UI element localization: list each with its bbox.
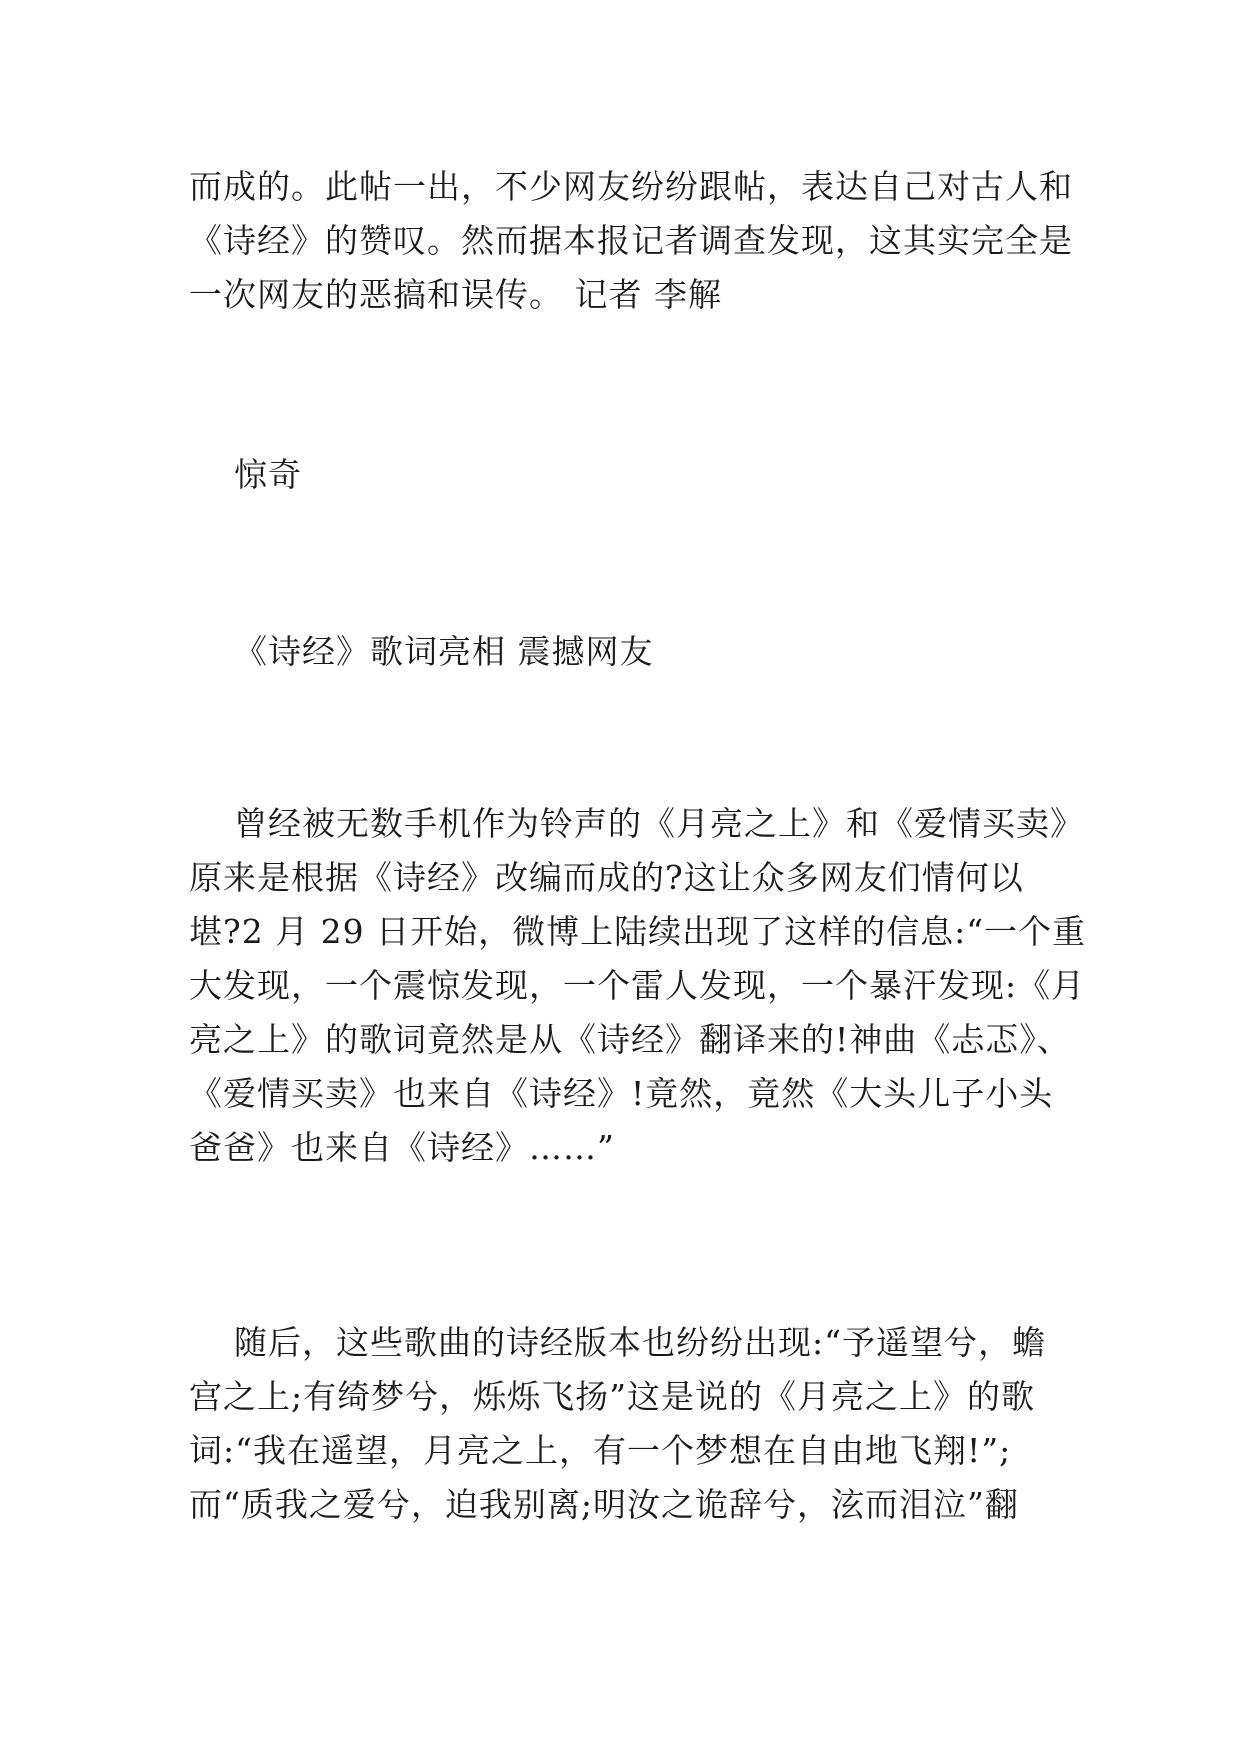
text-line: 而“质我之爱兮，迫我别离;明汝之诡辞兮，泫而泪泣”翻 bbox=[189, 1485, 1019, 1524]
text-line: 一次网友的恶搞和误传。 记者 李解 bbox=[189, 275, 722, 314]
paragraph-article-intro-end bbox=[189, 160, 1073, 322]
paragraph-shijing-versions bbox=[189, 1316, 1069, 1532]
text-line: 随后，这些歌曲的诗经版本也纷纷出现:“予遥望兮，蟾 bbox=[234, 1323, 1046, 1362]
paragraph-ringtone-discovery bbox=[189, 797, 1087, 1175]
section-subheading bbox=[189, 625, 1069, 679]
text-line: 宫之上;有绮梦兮，烁烁飞扬”这是说的《月亮之上》的歌 bbox=[189, 1377, 1035, 1416]
text-line: 《爱情买卖》也来自《诗经》!竟然，竟然《大头儿子小头 bbox=[189, 1074, 1054, 1113]
subheading-text: 《诗经》歌词亮相 震撼网友 bbox=[234, 632, 654, 671]
text-line: 大发现，一个震惊发现，一个雷人发现，一个暴汗发现:《月 bbox=[189, 966, 1086, 1005]
text-line: 而成的。此帖一出，不少网友纷纷跟帖，表达自己对古人和 bbox=[189, 167, 1073, 206]
text-line: 曾经被无数手机作为铃声的《月亮之上》和《爱情买卖》 bbox=[234, 804, 1084, 843]
text-line: 原来是根据《诗经》改编而成的?这让众多网友们情何以 bbox=[189, 858, 1024, 897]
section-heading: 惊奇 bbox=[234, 455, 302, 494]
text-line: 《诗经》的赞叹。然而据本报记者调查发现，这其实完全是 bbox=[189, 221, 1073, 260]
text-line: 堪?2 月 29 日开始，微博上陆续出现了这样的信息:“一个重 bbox=[189, 912, 1087, 951]
text-line: 爸爸》也来自《诗经》……” bbox=[189, 1128, 615, 1167]
text-line: 词:“我在遥望，月亮之上，有一个梦想在自由地飞翔!”; bbox=[189, 1431, 1012, 1470]
text-line: 亮之上》的歌词竟然是从《诗经》翻译来的!神曲《忐忑》、 bbox=[189, 1020, 1071, 1059]
section-heading-surprise bbox=[189, 448, 1069, 502]
